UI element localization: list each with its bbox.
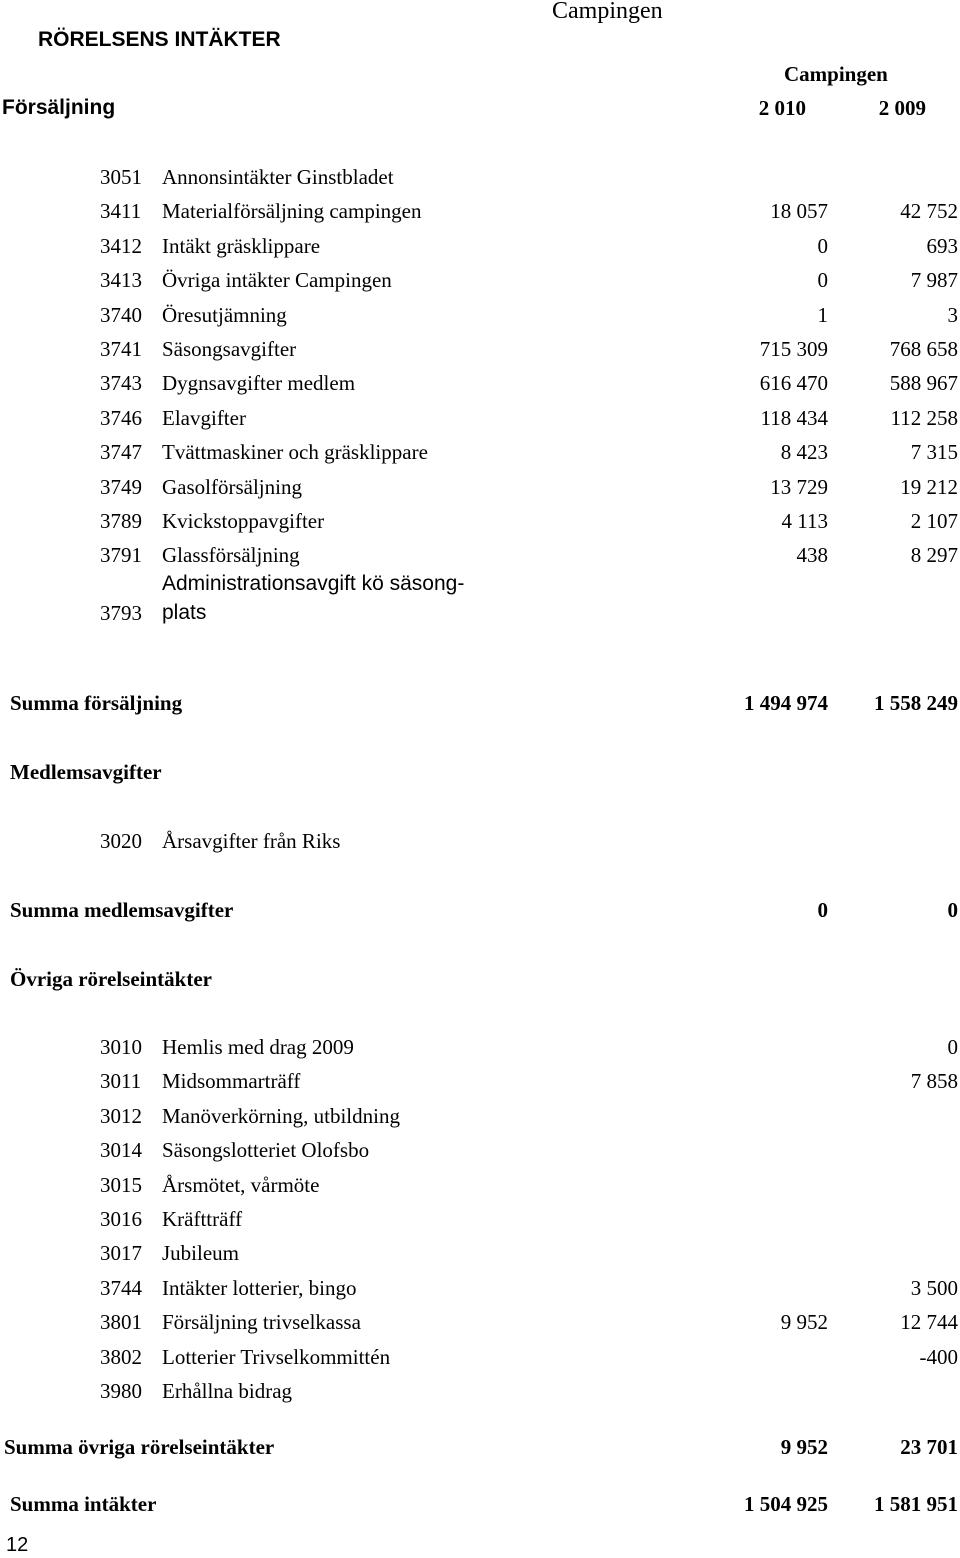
top-title: Campingen (552, 0, 663, 24)
column-group-header: Campingen (784, 62, 888, 86)
row-value-2009: 7 987 (910, 268, 958, 293)
row-code: 3791 (100, 543, 142, 568)
row-code: 3016 (100, 1207, 142, 1231)
row-code: 3020 (100, 829, 142, 853)
other-sum-label: Summa övriga rörelseintäkter (4, 1435, 275, 1459)
row-value-2009: 112 258 (890, 405, 958, 430)
row-value-2009: 3 500 (910, 1275, 958, 1300)
row-name: Annonsintäkter Ginstbladet (162, 165, 394, 189)
row-code: 3980 (100, 1379, 142, 1403)
row-value-2009: 693 (926, 233, 958, 258)
row-value-2009: 12 744 (900, 1310, 958, 1335)
row-code: 3743 (100, 371, 142, 396)
sales-heading: Försäljning (2, 96, 116, 119)
row-value-2009: 7 315 (910, 440, 958, 465)
row-value-2009: 0 (947, 1035, 958, 1059)
row-name: Intäkt gräsklippare (162, 233, 321, 258)
row-name: Midsommarträff (162, 1069, 301, 1094)
total-b: 1 581 951 (874, 1492, 958, 1516)
row-code: 3014 (100, 1138, 142, 1163)
row-name: Jubileum (162, 1241, 239, 1266)
total-a: 1 504 925 (744, 1492, 828, 1516)
row-value-2010: 18 057 (770, 199, 828, 224)
row-name: Försäljning trivselkassa (162, 1310, 361, 1335)
row-code: 3749 (100, 474, 142, 499)
membership-sum-a: 0 (817, 898, 828, 922)
row-value-2009: 19 212 (900, 474, 958, 499)
other-sum-b: 23 701 (900, 1435, 958, 1459)
row-name-line1: Administrationsavgift kö säsong- (162, 572, 465, 595)
sales-sum-b: 1 558 249 (874, 691, 958, 715)
row-code: 3411 (100, 199, 142, 224)
row-value-2009: 2 107 (910, 509, 958, 533)
section-title: RÖRELSENS INTÄKTER (38, 28, 281, 51)
row-name: Materialförsäljning campingen (162, 199, 422, 224)
row-code: 3744 (100, 1275, 142, 1300)
row-code: 3793 (100, 601, 142, 625)
row-code: 3011 (100, 1069, 142, 1094)
row-name: Kvickstoppavgifter (162, 509, 325, 533)
row-value-2010: 4 113 (781, 509, 828, 533)
row-name: Gasolförsäljning (162, 474, 302, 499)
row-value-2009: 8 297 (910, 543, 958, 568)
row-name: Hemlis med drag 2009 (162, 1035, 354, 1059)
membership-sum-label: Summa medlemsavgifter (10, 898, 234, 922)
row-value-2010: 0 (817, 268, 828, 293)
row-code: 3789 (100, 509, 142, 533)
other-heading: Övriga rörelseintäkter (10, 967, 212, 991)
row-value-2009: -400 (919, 1344, 958, 1369)
row-name: Säsongsavgifter (162, 337, 297, 361)
row-name: Dygnsavgifter medlem (162, 371, 356, 396)
row-name: Manöverkörning, utbildning (162, 1103, 400, 1128)
row-value-2009: 7 858 (910, 1069, 958, 1094)
row-name: Öresutjämning (162, 302, 287, 327)
row-value-2009: 42 752 (900, 199, 958, 224)
page-number: 12 (6, 1534, 29, 1556)
row-name: Intäkter lotterier, bingo (162, 1275, 357, 1300)
row-code: 3010 (100, 1035, 142, 1059)
row-value-2010: 616 470 (759, 371, 828, 396)
row-code: 3802 (100, 1344, 142, 1369)
row-value-2009: 3 (947, 302, 958, 327)
row-name: Övriga intäkter Campingen (162, 268, 392, 293)
membership-heading: Medlemsavgifter (10, 760, 162, 784)
row-code: 3051 (100, 165, 142, 189)
row-name: Erhållna bidrag (162, 1379, 293, 1403)
row-name: Tvättmaskiner och gräsklippare (162, 440, 428, 465)
membership-sum-b: 0 (947, 898, 958, 922)
row-name: Säsongslotteriet Olofsbo (162, 1138, 370, 1163)
total-label: Summa intäkter (10, 1492, 157, 1516)
row-value-2010: 8 423 (780, 440, 828, 465)
row-name: Glassförsäljning (162, 543, 300, 568)
row-name: Årsavgifter från Riks (162, 829, 341, 853)
row-value-2009: 768 658 (889, 337, 958, 361)
row-code: 3741 (100, 337, 142, 361)
row-code: 3740 (100, 302, 142, 327)
row-value-2010: 715 309 (759, 337, 828, 361)
row-code: 3801 (100, 1310, 142, 1335)
row-value-2010: 438 (796, 543, 828, 568)
row-name: Årsmötet, vårmöte (162, 1172, 320, 1197)
row-code: 3412 (100, 233, 142, 258)
row-code: 3413 (100, 268, 142, 293)
row-value-2010: 13 729 (770, 474, 828, 499)
row-code: 3012 (100, 1103, 142, 1128)
row-value-2010: 118 434 (760, 405, 828, 430)
year-b-header: 2 009 (878, 96, 926, 120)
row-code: 3746 (100, 405, 142, 430)
sales-sum-label: Summa försäljning (10, 691, 183, 715)
row-code: 3747 (100, 440, 142, 465)
row-name: Lotterier Trivselkommittén (162, 1344, 391, 1369)
row-code: 3015 (100, 1172, 142, 1197)
row-value-2010: 9 952 (780, 1310, 828, 1335)
row-name-line2: plats (162, 601, 207, 624)
row-value-2009: 588 967 (889, 371, 958, 396)
row-code: 3017 (100, 1241, 142, 1266)
year-a-header: 2 010 (758, 96, 806, 120)
sales-sum-a: 1 494 974 (744, 691, 828, 715)
row-value-2010: 1 (817, 302, 828, 327)
row-name: Kräftträff (162, 1207, 243, 1231)
row-value-2010: 0 (817, 233, 828, 258)
row-name: Elavgifter (162, 405, 246, 430)
other-sum-a: 9 952 (780, 1435, 828, 1459)
